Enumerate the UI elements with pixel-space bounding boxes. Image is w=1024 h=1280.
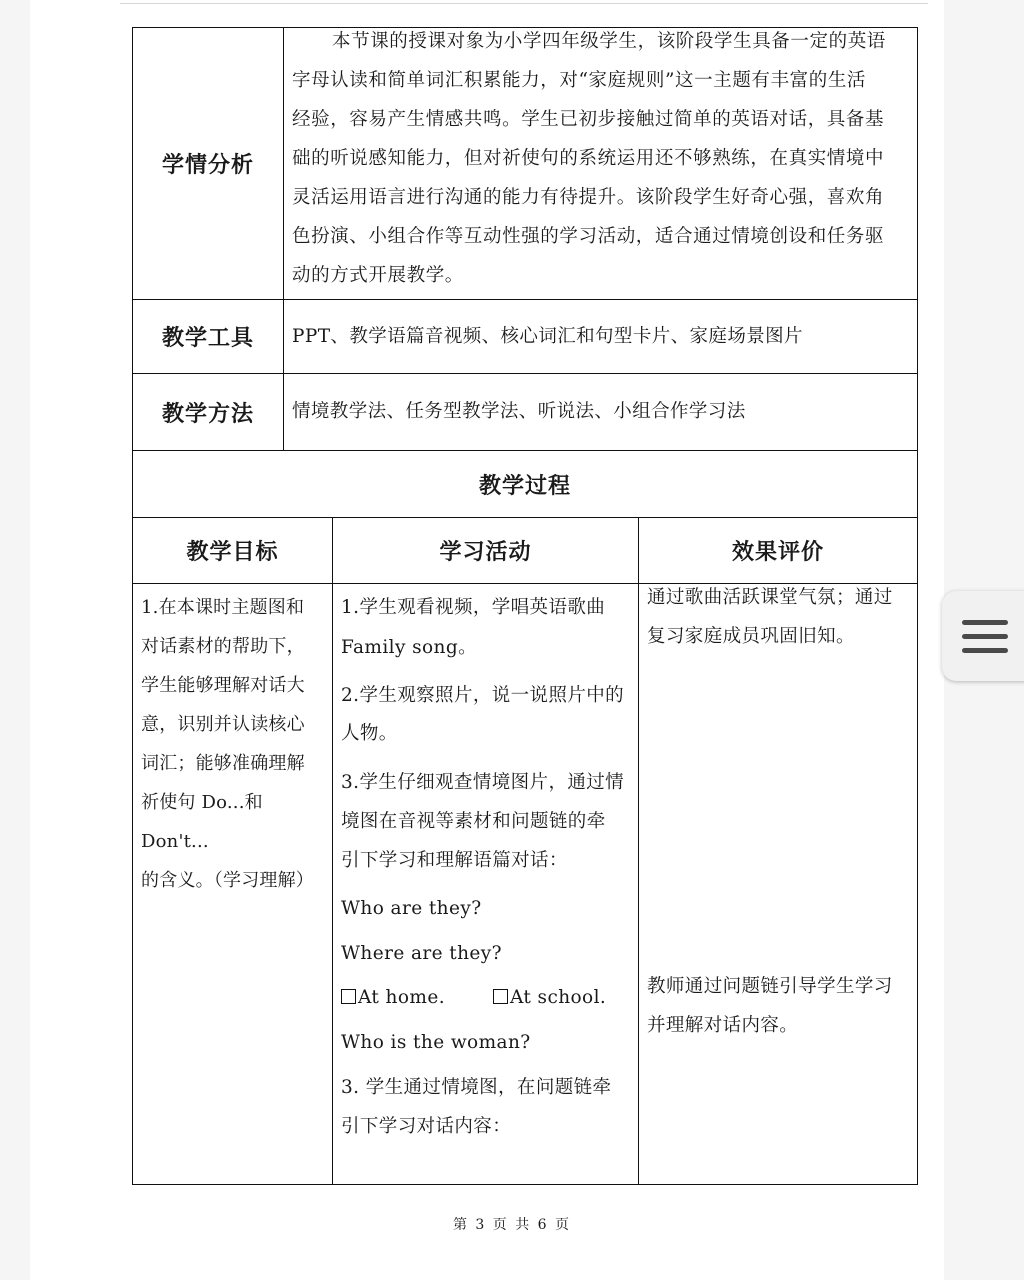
evaluation-line: 教师通过问题链引导学生学习 xyxy=(647,976,893,997)
activity-line: 1.学生观看视频，学唱英语歌曲 xyxy=(341,597,606,618)
option-at-school xyxy=(493,978,606,1017)
analysis-line: 字母认读和简单词汇积累能力，对“家庭规则”这一主题有丰富的生活 xyxy=(292,70,867,91)
analysis-label: 学情分析 xyxy=(161,153,254,178)
hamburger-menu-icon xyxy=(962,620,1008,625)
process-title: 教学过程 xyxy=(478,473,571,499)
checkbox-icon xyxy=(341,989,356,1004)
option-label: At school. xyxy=(510,987,607,1008)
activity-line: 3.学生仔细观查情境图片，通过情 xyxy=(341,772,625,793)
goal-line: 的含义。（学习理解） xyxy=(141,870,314,891)
activity-line: 人物。 xyxy=(341,723,398,744)
evaluation-line: 并理解对话内容。 xyxy=(647,1015,799,1036)
goal-line: 对话素材的帮助下， xyxy=(141,636,305,657)
activity-line: 引下学习对话内容： xyxy=(341,1116,512,1137)
methods-label: 教学方法 xyxy=(161,401,254,427)
checkbox-icon xyxy=(493,989,508,1004)
activity-line: 引下学习和理解语篇对话： xyxy=(341,850,568,871)
header-evaluation: 效果评价 xyxy=(731,540,824,565)
analysis-line: 础的听说感知能力，但对祈使句的系统运用还不够熟练，在真实情境中 xyxy=(292,148,885,169)
analysis-line: 动的方式开展教学。 xyxy=(292,265,464,286)
question-who-are-they: Who are they? xyxy=(341,898,482,919)
tools-text: PPT、教学语篇音视频、核心词汇和句型卡片、家庭场景图片 xyxy=(292,326,803,347)
analysis-line: 本节课的授课对象为小学四年级学生，该阶段学生具备一定的英语 xyxy=(332,31,886,52)
activity-line: 2.学生观察照片，说一说照片中的 xyxy=(341,685,625,706)
header-activity: 学习活动 xyxy=(439,540,532,565)
evaluation-line: 通过歌曲活跃课堂气氛；通过 xyxy=(647,587,893,608)
page-number-footer: 第 3 页 共 6 页 xyxy=(452,1217,572,1233)
option-at-home xyxy=(341,978,445,1017)
analysis-line: 经验，容易产生情感共鸣。学生已初步接触过简单的英语对话，具备基 xyxy=(292,109,885,130)
hamburger-menu-icon xyxy=(962,648,1008,653)
activity-line: 境图在音视等素材和问题链的牵 xyxy=(341,811,606,832)
question-where-are-they: Where are they? xyxy=(341,943,502,964)
tools-label: 教学工具 xyxy=(161,326,254,351)
analysis-line: 色扮演、小组合作等互动性强的学习活动，适合通过情境创设和任务驱 xyxy=(292,226,885,247)
option-label: At home. xyxy=(358,987,445,1008)
header-goal: 教学目标 xyxy=(186,540,279,565)
hamburger-menu-icon xyxy=(962,634,1008,639)
activity-line: Family song。 xyxy=(341,637,478,658)
goal-line: 祈使句 Do...和 Don't... xyxy=(141,792,263,852)
analysis-text xyxy=(292,22,912,295)
goal-line: 1.在本课时主题图和 xyxy=(141,597,305,618)
goal-line: 学生能够理解对话大 xyxy=(141,675,305,696)
goal-text xyxy=(141,588,331,900)
goal-line: 意，识别并认读核心 xyxy=(141,714,305,735)
methods-text: 情境教学法、任务型教学法、听说法、小组合作学习法 xyxy=(292,401,746,422)
evaluation-line: 复习家庭成员巩固旧知。 xyxy=(647,626,855,647)
page-top-divider xyxy=(120,3,928,4)
question-who-is-the-woman: Who is the woman? xyxy=(341,1032,531,1053)
goal-line: 词汇；能够准确理解 xyxy=(141,753,305,774)
activity-line: 3. 学生通过情境图，在问题链牵 xyxy=(341,1077,612,1098)
hamburger-menu-button[interactable] xyxy=(942,591,1024,681)
analysis-line: 灵活运用语言进行沟通的能力有待提升。该阶段学生好奇心强，喜欢角 xyxy=(292,187,885,208)
